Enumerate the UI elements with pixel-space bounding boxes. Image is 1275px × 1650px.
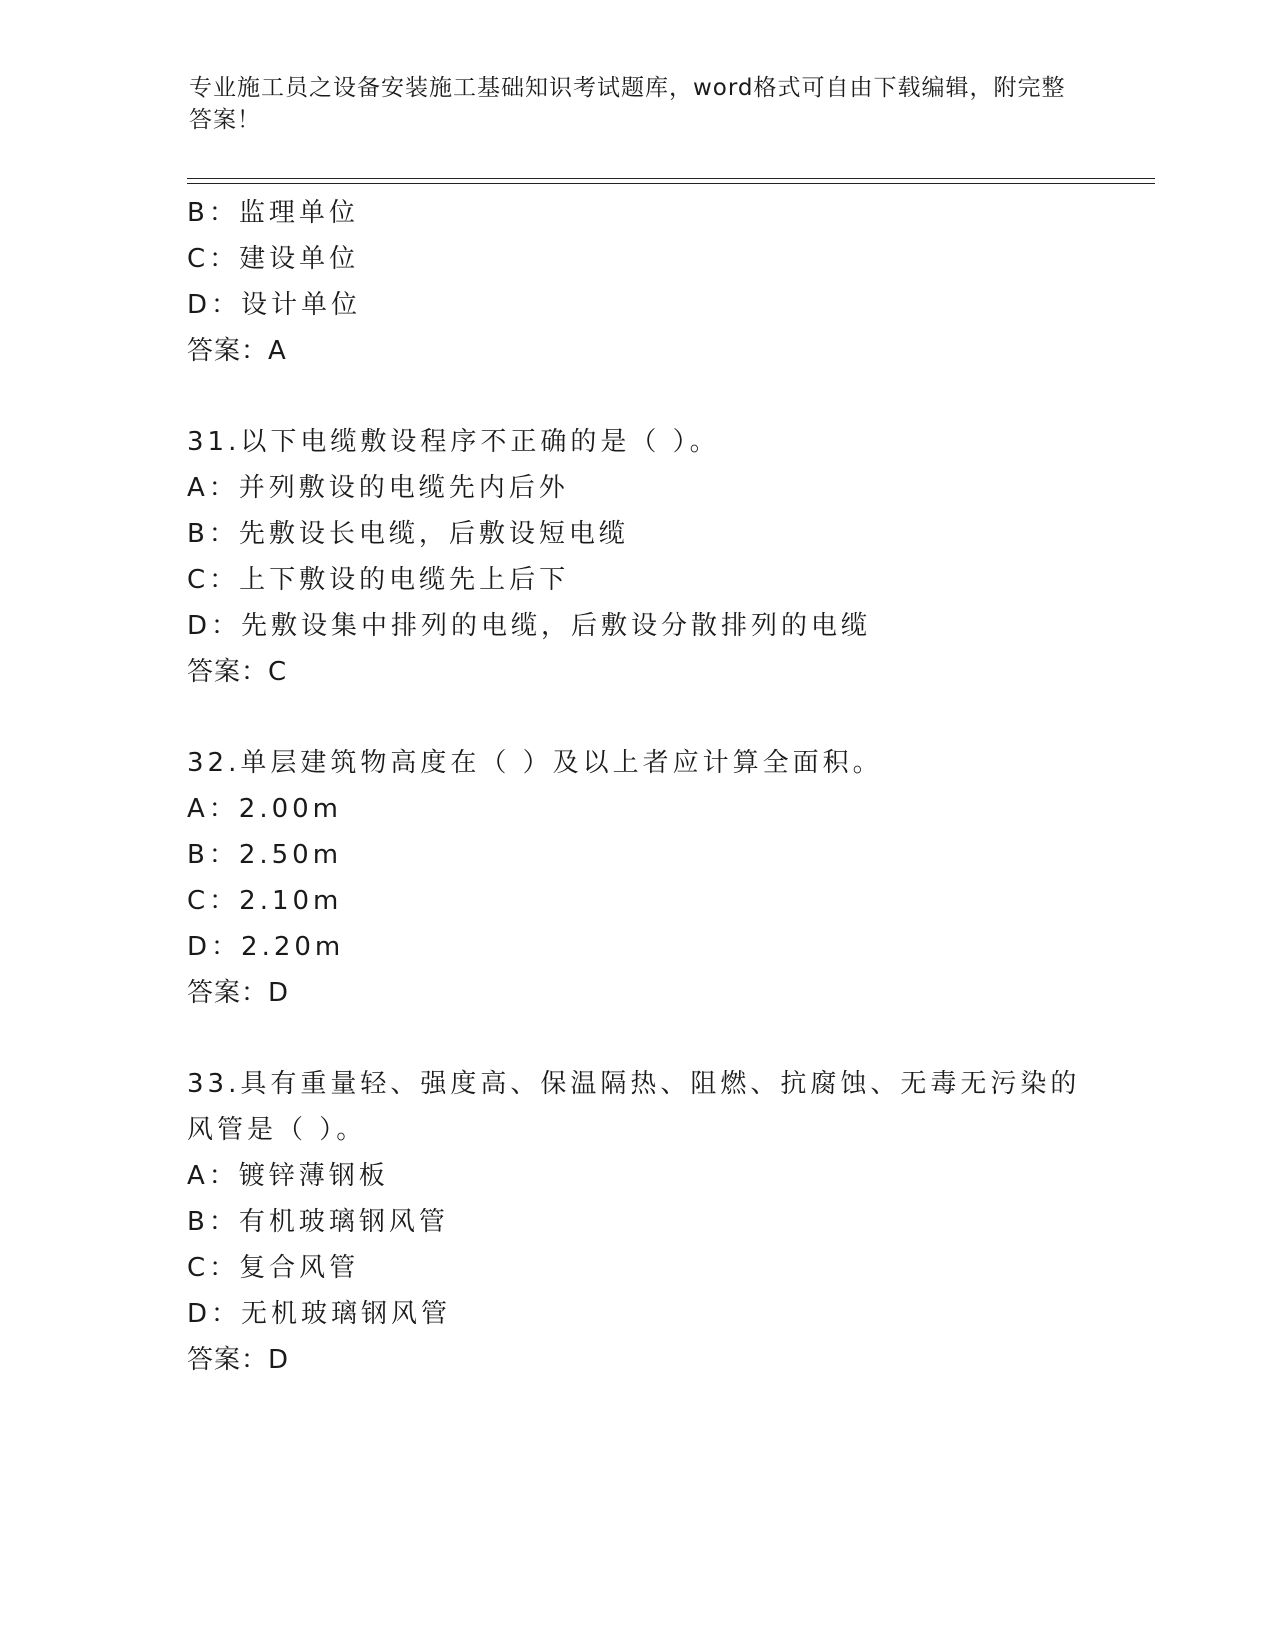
answer: 答案：D [187, 978, 290, 1008]
option-c: C：复合风管 [187, 1253, 360, 1283]
question-33 [187, 1061, 1087, 1383]
question-31 [187, 419, 1087, 695]
answer: 答案：D [187, 1345, 290, 1375]
option-c: C：建设单位 [187, 244, 360, 274]
question-stem: 33.具有重量轻、强度高、保温隔热、阻燃、抗腐蚀、无毒无污染的风管是（ ）。 [187, 1069, 1081, 1145]
option-d: D：设计单位 [187, 290, 362, 320]
header-rule-top [187, 178, 1155, 179]
option-c: C：上下敷设的电缆先上后下 [187, 565, 570, 595]
option-a: A：2.00m [187, 794, 343, 824]
option-d: D：无机玻璃钢风管 [187, 1299, 452, 1329]
option-b: B：2.50m [187, 840, 343, 870]
document-header: 专业施工员之设备安装施工基础知识考试题库，word格式可自由下载编辑，附完整答案！ [189, 75, 1066, 133]
option-b: B：有机玻璃钢风管 [187, 1207, 449, 1237]
question-list [187, 190, 1087, 1383]
option-c: C：2.10m [187, 886, 343, 916]
option-a: A：并列敷设的电缆先内后外 [187, 473, 569, 503]
question-32 [187, 740, 1087, 1016]
header-rule-bottom [187, 183, 1155, 184]
option-b: B：监理单位 [187, 198, 359, 228]
option-d: D：先敷设集中排列的电缆，后敷设分散排列的电缆 [187, 611, 872, 641]
option-a: A：镀锌薄钢板 [187, 1161, 389, 1191]
answer: 答案：C [187, 657, 288, 687]
option-d: D：2.20m [187, 932, 345, 962]
question-30-continued [187, 190, 1087, 374]
option-b: B：先敷设长电缆，后敷设短电缆 [187, 519, 629, 549]
answer: 答案：A [187, 336, 287, 366]
question-stem: 31.以下电缆敷设程序不正确的是（ ）。 [187, 427, 720, 457]
question-stem: 32.单层建筑物高度在（ ）及以上者应计算全面积。 [187, 748, 883, 778]
